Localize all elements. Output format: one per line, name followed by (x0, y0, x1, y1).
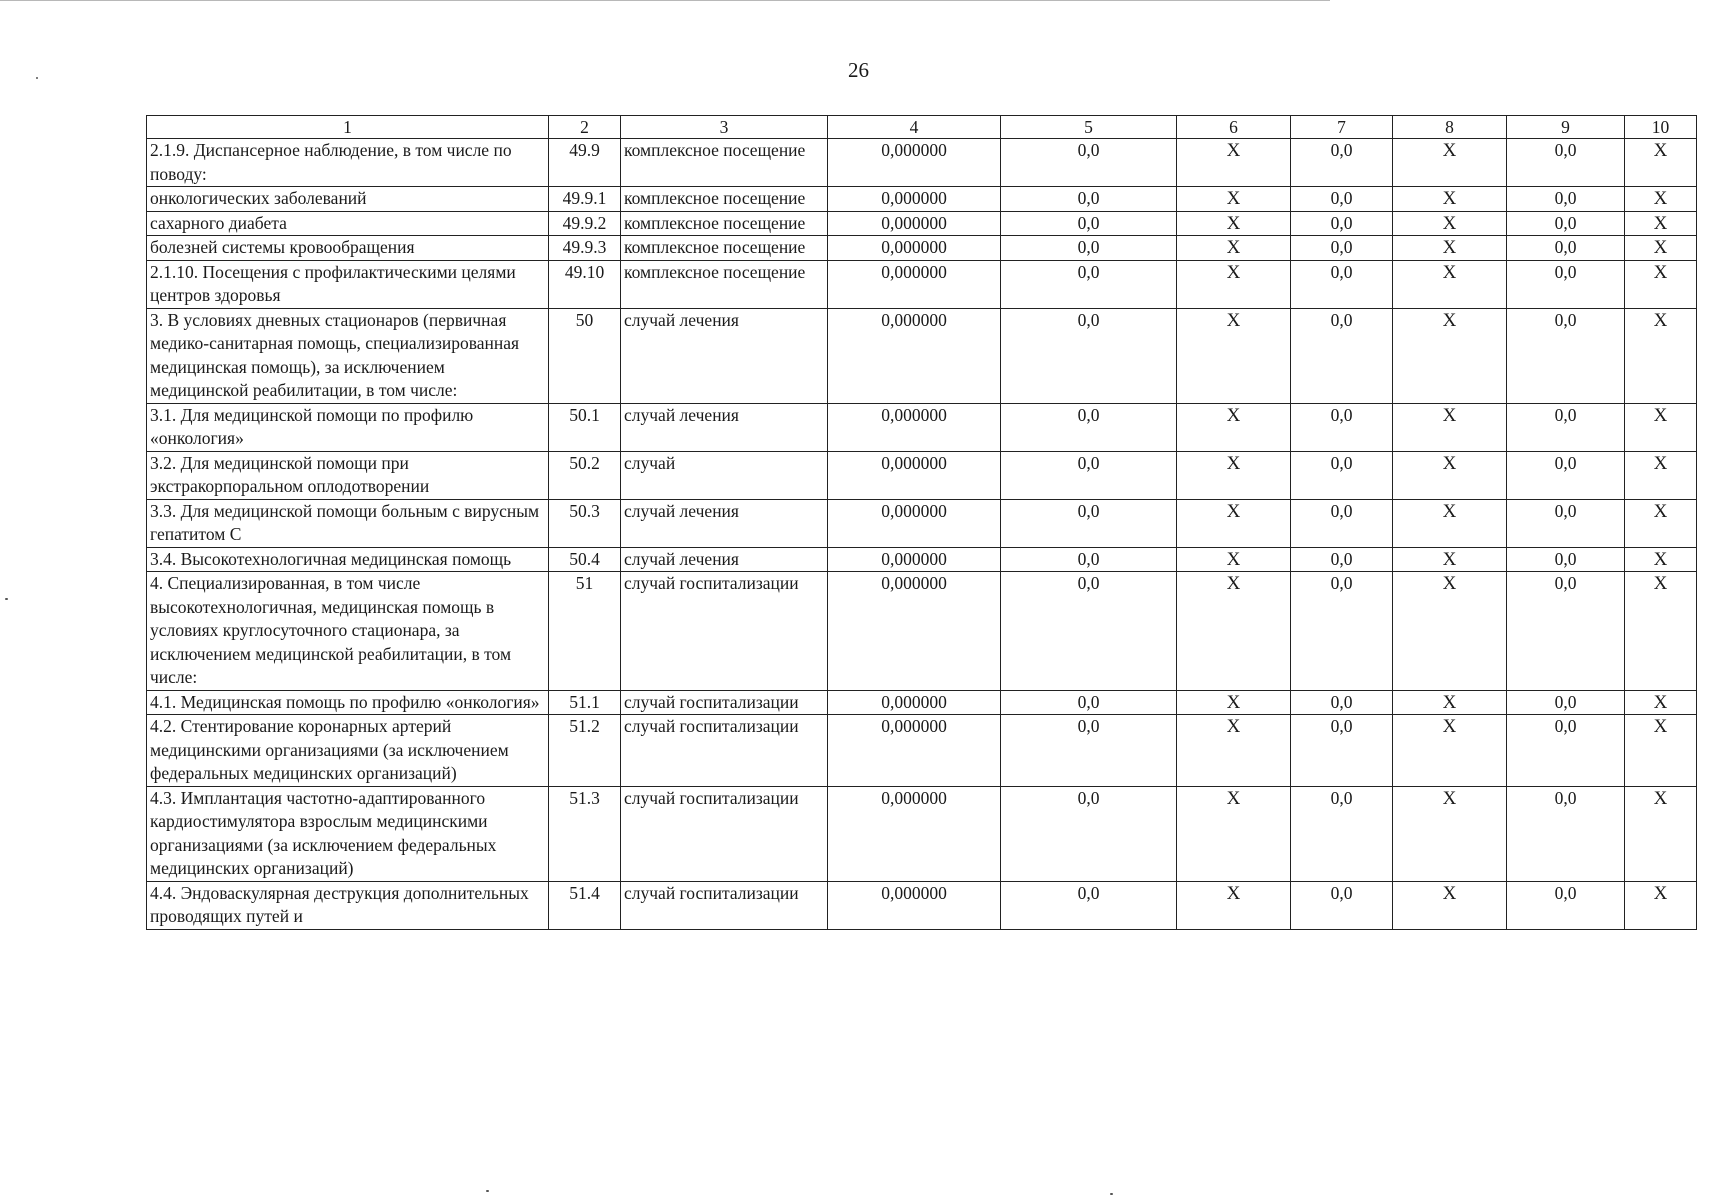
row-name-cell: 3.4. Высокотехнологичная медицинская помощь (147, 547, 549, 572)
row-col7-cell: 0,0 (1291, 187, 1393, 212)
row-col5-cell: 0,0 (1001, 881, 1177, 929)
row-col8-cell: X (1393, 260, 1507, 308)
row-col10-cell: X (1625, 786, 1697, 881)
row-col6-cell: X (1177, 786, 1291, 881)
row-col4-cell: 0,000000 (828, 308, 1001, 403)
row-name-cell: 3.2. Для медицинской помощи при экстракорпоральном оплодотворении (147, 451, 549, 499)
row-code-cell: 50.2 (549, 451, 621, 499)
table-header-row (147, 116, 1697, 139)
row-col6-cell: X (1177, 308, 1291, 403)
row-col10-cell: X (1625, 236, 1697, 261)
row-col6-cell: X (1177, 572, 1291, 691)
row-code-cell: 51.1 (549, 690, 621, 715)
row-col8-cell: X (1393, 786, 1507, 881)
row-name-cell: болезней системы кровообращения (147, 236, 549, 261)
row-name-cell: 3.1. Для медицинской помощи по профилю «онкология» (147, 403, 549, 451)
row-col5-cell: 0,0 (1001, 572, 1177, 691)
row-code-cell: 50.3 (549, 499, 621, 547)
row-col5-cell: 0,0 (1001, 786, 1177, 881)
row-name-cell: 2.1.9. Диспансерное наблюдение, в том числе по поводу: (147, 139, 549, 187)
row-col10-cell: X (1625, 403, 1697, 451)
table-row (147, 499, 1697, 547)
row-col5-cell: 0,0 (1001, 236, 1177, 261)
row-col9-cell: 0,0 (1507, 139, 1625, 187)
row-col9-cell: 0,0 (1507, 572, 1625, 691)
row-col8-cell: X (1393, 308, 1507, 403)
row-col4-cell: 0,000000 (828, 451, 1001, 499)
table-row (147, 236, 1697, 261)
row-col9-cell: 0,0 (1507, 547, 1625, 572)
row-col5-cell: 0,0 (1001, 139, 1177, 187)
row-col8-cell: X (1393, 236, 1507, 261)
row-col6-cell: X (1177, 187, 1291, 212)
row-col10-cell: X (1625, 187, 1697, 212)
row-col9-cell: 0,0 (1507, 403, 1625, 451)
scan-speck (5, 598, 8, 600)
column-header: 3 (621, 116, 828, 139)
row-name-cell: 4.2. Стентирование коронарных артерий медицинскими организациями (за исключением федеральных медицинских организаций) (147, 715, 549, 787)
row-col9-cell: 0,0 (1507, 715, 1625, 787)
row-col4-cell: 0,000000 (828, 211, 1001, 236)
row-unit-cell: случай госпитализации (621, 572, 828, 691)
row-col9-cell: 0,0 (1507, 236, 1625, 261)
row-col4-cell: 0,000000 (828, 499, 1001, 547)
row-col5-cell: 0,0 (1001, 308, 1177, 403)
row-col4-cell: 0,000000 (828, 547, 1001, 572)
data-table (146, 115, 1697, 930)
table-row (147, 690, 1697, 715)
row-col4-cell: 0,000000 (828, 260, 1001, 308)
table-row (147, 211, 1697, 236)
row-col4-cell: 0,000000 (828, 139, 1001, 187)
row-col5-cell: 0,0 (1001, 715, 1177, 787)
row-col6-cell: X (1177, 403, 1291, 451)
column-header: 2 (549, 116, 621, 139)
row-col8-cell: X (1393, 547, 1507, 572)
row-col4-cell: 0,000000 (828, 715, 1001, 787)
row-col6-cell: X (1177, 211, 1291, 236)
row-col7-cell: 0,0 (1291, 403, 1393, 451)
row-unit-cell: случай лечения (621, 403, 828, 451)
row-unit-cell: случай лечения (621, 547, 828, 572)
row-code-cell: 49.9.1 (549, 187, 621, 212)
row-code-cell: 49.9 (549, 139, 621, 187)
row-col5-cell: 0,0 (1001, 499, 1177, 547)
row-col10-cell: X (1625, 260, 1697, 308)
row-col6-cell: X (1177, 260, 1291, 308)
row-col7-cell: 0,0 (1291, 499, 1393, 547)
column-header: 4 (828, 116, 1001, 139)
row-name-cell: онкологических заболеваний (147, 187, 549, 212)
row-unit-cell: случай лечения (621, 308, 828, 403)
row-col7-cell: 0,0 (1291, 260, 1393, 308)
row-col9-cell: 0,0 (1507, 690, 1625, 715)
row-name-cell: 4.4. Эндоваскулярная деструкция дополнительных проводящих путей и (147, 881, 549, 929)
row-col10-cell: X (1625, 690, 1697, 715)
row-unit-cell: случай госпитализации (621, 690, 828, 715)
row-col7-cell: 0,0 (1291, 786, 1393, 881)
row-col7-cell: 0,0 (1291, 308, 1393, 403)
table-row (147, 403, 1697, 451)
row-col7-cell: 0,0 (1291, 211, 1393, 236)
row-col10-cell: X (1625, 547, 1697, 572)
row-col4-cell: 0,000000 (828, 236, 1001, 261)
row-col9-cell: 0,0 (1507, 499, 1625, 547)
row-col7-cell: 0,0 (1291, 690, 1393, 715)
row-col6-cell: X (1177, 881, 1291, 929)
row-col6-cell: X (1177, 236, 1291, 261)
table-row (147, 308, 1697, 403)
row-col10-cell: X (1625, 211, 1697, 236)
row-code-cell: 51 (549, 572, 621, 691)
row-col4-cell: 0,000000 (828, 881, 1001, 929)
table-row (147, 451, 1697, 499)
row-code-cell: 50 (549, 308, 621, 403)
column-header: 7 (1291, 116, 1393, 139)
column-header: 8 (1393, 116, 1507, 139)
row-col4-cell: 0,000000 (828, 690, 1001, 715)
row-col9-cell: 0,0 (1507, 211, 1625, 236)
row-col5-cell: 0,0 (1001, 690, 1177, 715)
row-col8-cell: X (1393, 690, 1507, 715)
column-header: 9 (1507, 116, 1625, 139)
row-col7-cell: 0,0 (1291, 881, 1393, 929)
column-header: 6 (1177, 116, 1291, 139)
row-code-cell: 51.2 (549, 715, 621, 787)
row-col6-cell: X (1177, 547, 1291, 572)
row-col7-cell: 0,0 (1291, 139, 1393, 187)
row-code-cell: 50.1 (549, 403, 621, 451)
row-col6-cell: X (1177, 451, 1291, 499)
row-unit-cell: случай госпитализации (621, 881, 828, 929)
row-col8-cell: X (1393, 403, 1507, 451)
column-header: 1 (147, 116, 549, 139)
scan-speck (486, 1190, 489, 1192)
row-col5-cell: 0,0 (1001, 260, 1177, 308)
table-row (147, 572, 1697, 691)
table-row (147, 260, 1697, 308)
row-col7-cell: 0,0 (1291, 451, 1393, 499)
row-col10-cell: X (1625, 715, 1697, 787)
row-col8-cell: X (1393, 572, 1507, 691)
row-col8-cell: X (1393, 187, 1507, 212)
row-col7-cell: 0,0 (1291, 236, 1393, 261)
row-col5-cell: 0,0 (1001, 187, 1177, 212)
row-name-cell: 4. Специализированная, в том числе высокотехнологичная, медицинская помощь в условиях круглосуточного стационара, за исключением медицинской реабилитации, в том числе: (147, 572, 549, 691)
scan-speck (36, 77, 38, 79)
row-col8-cell: X (1393, 881, 1507, 929)
row-name-cell: 4.1. Медицинская помощь по профилю «онкология» (147, 690, 549, 715)
row-col10-cell: X (1625, 499, 1697, 547)
row-col7-cell: 0,0 (1291, 572, 1393, 691)
row-col9-cell: 0,0 (1507, 881, 1625, 929)
row-col5-cell: 0,0 (1001, 211, 1177, 236)
row-code-cell: 51.3 (549, 786, 621, 881)
row-col10-cell: X (1625, 139, 1697, 187)
row-name-cell: сахарного диабета (147, 211, 549, 236)
table-row (147, 547, 1697, 572)
row-col8-cell: X (1393, 499, 1507, 547)
row-col9-cell: 0,0 (1507, 187, 1625, 212)
row-col4-cell: 0,000000 (828, 403, 1001, 451)
row-col6-cell: X (1177, 690, 1291, 715)
row-unit-cell: случай (621, 451, 828, 499)
page-number: 26 (848, 58, 869, 82)
row-col7-cell: 0,0 (1291, 547, 1393, 572)
row-unit-cell: комплексное посещение (621, 211, 828, 236)
row-col9-cell: 0,0 (1507, 451, 1625, 499)
row-unit-cell: комплексное посещение (621, 187, 828, 212)
row-col5-cell: 0,0 (1001, 403, 1177, 451)
row-col10-cell: X (1625, 308, 1697, 403)
row-unit-cell: комплексное посещение (621, 139, 828, 187)
top-rule (0, 0, 1330, 1)
row-code-cell: 50.4 (549, 547, 621, 572)
row-col4-cell: 0,000000 (828, 786, 1001, 881)
column-header: 5 (1001, 116, 1177, 139)
row-col8-cell: X (1393, 451, 1507, 499)
row-unit-cell: комплексное посещение (621, 260, 828, 308)
row-name-cell: 3.3. Для медицинской помощи больным с вирусным гепатитом С (147, 499, 549, 547)
column-header: 10 (1625, 116, 1697, 139)
row-col9-cell: 0,0 (1507, 786, 1625, 881)
scan-speck (1110, 1193, 1113, 1195)
table-row (147, 139, 1697, 187)
row-code-cell: 49.9.3 (549, 236, 621, 261)
table-row (147, 715, 1697, 787)
row-col6-cell: X (1177, 499, 1291, 547)
row-col5-cell: 0,0 (1001, 547, 1177, 572)
row-col6-cell: X (1177, 715, 1291, 787)
row-col9-cell: 0,0 (1507, 308, 1625, 403)
row-col10-cell: X (1625, 881, 1697, 929)
row-unit-cell: случай госпитализации (621, 786, 828, 881)
row-col6-cell: X (1177, 139, 1291, 187)
row-col8-cell: X (1393, 715, 1507, 787)
row-unit-cell: случай госпитализации (621, 715, 828, 787)
row-name-cell: 2.1.10. Посещения с профилактическими целями центров здоровья (147, 260, 549, 308)
row-col10-cell: X (1625, 572, 1697, 691)
row-code-cell: 49.9.2 (549, 211, 621, 236)
row-col4-cell: 0,000000 (828, 572, 1001, 691)
row-col8-cell: X (1393, 211, 1507, 236)
row-col8-cell: X (1393, 139, 1507, 187)
row-col4-cell: 0,000000 (828, 187, 1001, 212)
row-unit-cell: случай лечения (621, 499, 828, 547)
row-unit-cell: комплексное посещение (621, 236, 828, 261)
row-col5-cell: 0,0 (1001, 451, 1177, 499)
row-col10-cell: X (1625, 451, 1697, 499)
table-row (147, 786, 1697, 881)
row-name-cell: 3. В условиях дневных стационаров (первичная медико-санитарная помощь, специализированная медицинская помощь), за исключением медицинской реабилитации, в том числе: (147, 308, 549, 403)
row-code-cell: 51.4 (549, 881, 621, 929)
row-col9-cell: 0,0 (1507, 260, 1625, 308)
row-col7-cell: 0,0 (1291, 715, 1393, 787)
table-row (147, 881, 1697, 929)
row-code-cell: 49.10 (549, 260, 621, 308)
table-row (147, 187, 1697, 212)
row-name-cell: 4.3. Имплантация частотно-адаптированного кардиостимулятора взрослым медицинскими организациями (за исключением федеральных медицинских организаций) (147, 786, 549, 881)
